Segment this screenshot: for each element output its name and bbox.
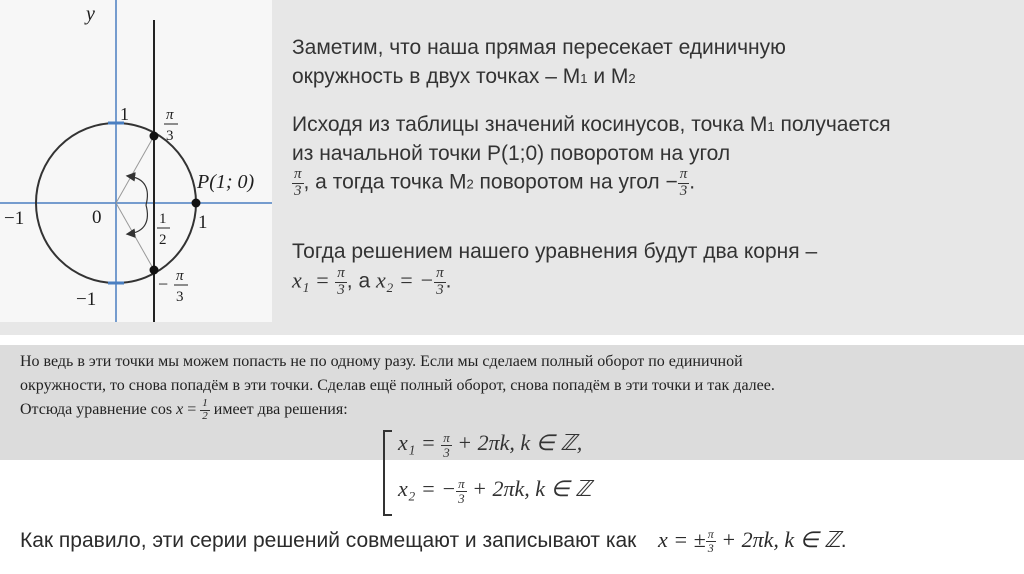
p5-end: .	[840, 529, 847, 552]
p2-line2: из начальной точки P(1;0) поворотом на угол	[292, 142, 731, 165]
fraction-pi-over-3	[678, 167, 690, 199]
sys-row2-b: + 2πk, k ∈ ℤ	[466, 476, 592, 501]
rotation-arrow-up	[128, 176, 147, 205]
paragraph-full-rotation	[20, 350, 1010, 422]
p4-line1: Но ведь в эти точки мы можем попасть не по одному разу. Если мы сделаем полный оборот по единичной	[20, 353, 743, 370]
point-m1	[150, 132, 159, 141]
p3-line1: Тогда решением нашего уравнения будут два корня –	[292, 240, 818, 263]
p1-line1: Заметим, что наша прямая пересекает единичную	[292, 36, 786, 59]
p4-eq: =	[183, 401, 201, 418]
frac-den: 3	[337, 282, 345, 298]
paragraph-combined-series	[20, 527, 847, 554]
label-minus-pi-num: π	[176, 268, 184, 284]
label-minus-one-left: −1	[4, 208, 25, 229]
p2-line3-b: поворотом на угол −	[473, 170, 678, 194]
sys-row1-b: + 2πk, k ∈ ℤ,	[451, 430, 583, 455]
p5-text: Как правило, эти серии решений совмещают и записывают как	[20, 529, 637, 552]
p2-line1	[292, 111, 992, 140]
fraction-pi-over-3	[434, 266, 446, 298]
frac-den: 3	[443, 444, 450, 460]
fraction-one-half	[200, 398, 210, 422]
label-half-den: 2	[159, 232, 167, 248]
label-p-point: P(1; 0)	[197, 171, 255, 193]
solution-system	[380, 428, 700, 518]
p2-line3-a: , а тогда точка М	[303, 170, 467, 194]
y-axis-label: y	[86, 3, 95, 25]
label-one-top: 1	[120, 104, 129, 124]
label-minus-pi-den: 3	[176, 289, 184, 305]
p4-line3-a: Отсюда уравнение cos	[20, 401, 177, 418]
fraction-pi-over-3	[292, 167, 304, 199]
x2-equals: x₂ = −	[375, 267, 435, 293]
fraction-pi-over-3	[456, 477, 467, 505]
p2-sub2: 2	[466, 176, 474, 192]
fraction-pi-over-3	[441, 431, 452, 459]
paragraph-intersection	[292, 33, 992, 93]
p5-formula-b: + 2πk, k ∈ ℤ	[715, 527, 841, 552]
p2-line3	[292, 167, 992, 199]
p5-formula-a: x = ±	[658, 527, 706, 552]
label-one-right: 1	[198, 212, 208, 233]
frac-den: 3	[294, 183, 302, 199]
p4-line3-b: имеет два решения:	[209, 401, 348, 418]
sys-row2-a: x₂ = −	[398, 476, 457, 501]
frac-num: π	[294, 166, 302, 182]
p3-line2	[292, 266, 992, 298]
frac-num: π	[436, 265, 444, 281]
frac-den: 3	[436, 282, 444, 298]
radius-m1	[116, 136, 154, 203]
p1-line2	[292, 62, 992, 93]
p2-line1-a: Исходя из таблицы значений косинусов, точка М	[292, 113, 768, 136]
label-minus-one-bottom: −1	[76, 289, 97, 310]
frac-den: 3	[707, 541, 714, 556]
fraction-pi-over-3	[706, 528, 716, 554]
label-pi-den: 3	[166, 128, 174, 144]
frac-den: 2	[202, 410, 208, 423]
system-row-2	[398, 476, 592, 505]
system-row-1	[398, 430, 582, 459]
frac-num: π	[443, 429, 450, 445]
p2-line3-end: .	[689, 170, 696, 194]
label-pi-num: π	[166, 107, 174, 123]
p1-sub1: 1	[580, 71, 588, 86]
radius-m2	[116, 203, 154, 270]
label-zero: 0	[92, 207, 102, 228]
p3-mid: , а	[346, 269, 376, 293]
p3-end: .	[445, 269, 452, 293]
label-minus-sign: −	[158, 274, 169, 294]
frac-den: 3	[679, 183, 688, 199]
frac-num: π	[679, 166, 688, 182]
frac-num: π	[458, 475, 465, 491]
paragraph-cosine-table	[292, 111, 992, 199]
p4-line2: окружности, то снова попадём в эти точки. Сделав ещё полный оборот, снова попадём в эти точки и так далее.	[20, 377, 775, 394]
p2-line1-b: получается	[774, 113, 891, 136]
p1-line2-text: окружность в двух точках – М	[292, 65, 581, 88]
frac-den: 3	[458, 490, 465, 506]
fraction-pi-over-3	[335, 266, 347, 298]
paragraph-two-roots	[292, 238, 992, 298]
x1-equals: x₁ =	[292, 267, 336, 293]
label-half-num: 1	[159, 211, 167, 227]
p1-and: и М	[587, 65, 629, 88]
p4-var-x: x	[176, 401, 184, 418]
point-p	[192, 199, 201, 208]
p4-line3	[20, 398, 1010, 422]
system-bracket	[380, 428, 396, 518]
frac-num: π	[707, 527, 714, 542]
unit-circle-figure	[0, 0, 272, 322]
p1-sub2: 2	[628, 71, 636, 86]
frac-num: π	[337, 265, 345, 281]
sys-row1-a: x₁ =	[398, 430, 442, 455]
p2-sub1: 1	[767, 119, 775, 134]
frac-num: 1	[202, 397, 208, 410]
